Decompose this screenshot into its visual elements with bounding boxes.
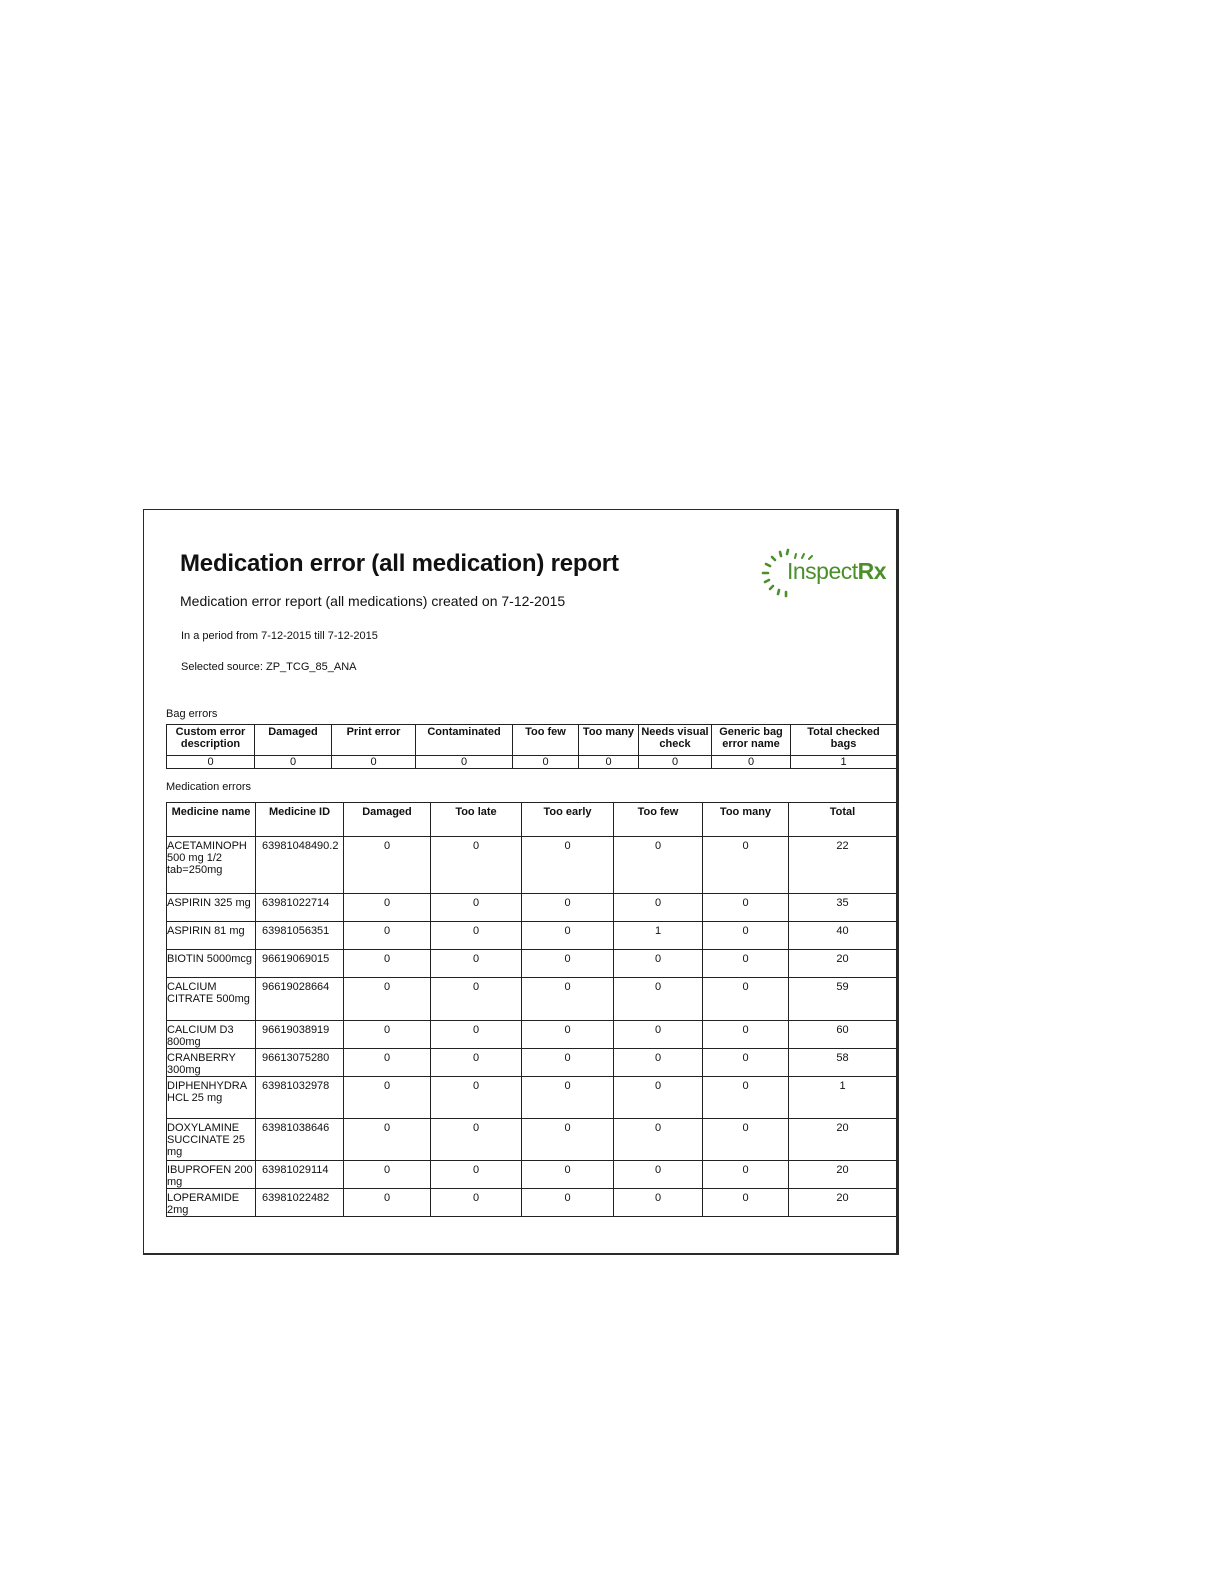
table-cell: 0 <box>614 1161 703 1189</box>
table-cell: 0 <box>431 950 522 978</box>
table-cell: 60 <box>789 1021 897 1049</box>
medicine-id-cell: 63981022482 <box>256 1189 344 1217</box>
table-cell: 0 <box>522 1021 614 1049</box>
table-row <box>167 1021 897 1049</box>
table-cell: 35 <box>789 894 897 922</box>
table-cell: 0 <box>431 978 522 1021</box>
table-cell: 0 <box>431 1049 522 1077</box>
table-cell: 0 <box>703 922 789 950</box>
bag-errors-cell: 0 <box>255 756 332 769</box>
medicine-name-cell: IBUPROFEN 200 mg <box>167 1161 256 1189</box>
medication-column-header: Damaged <box>344 803 431 837</box>
table-cell: 0 <box>614 978 703 1021</box>
medicine-id-cell: 63981048490.2 <box>256 837 344 894</box>
table-row <box>167 950 897 978</box>
logo-text-rx: Rx <box>857 558 887 584</box>
table-cell: 0 <box>614 1077 703 1119</box>
logo-text-main: Inspect <box>787 558 858 584</box>
bag-errors-column-header: Too few <box>513 725 579 756</box>
inspectrx-logo <box>761 548 891 600</box>
table-cell: 0 <box>344 950 431 978</box>
bag-errors-cell: 0 <box>579 756 639 769</box>
table-cell: 0 <box>703 1119 789 1161</box>
bag-errors-table <box>166 724 897 769</box>
report-period: In a period from 7-12-2015 till 7-12-2015 <box>181 630 378 642</box>
table-cell: 0 <box>614 894 703 922</box>
table-cell: 0 <box>703 1077 789 1119</box>
table-cell: 0 <box>431 1161 522 1189</box>
table-row <box>167 922 897 950</box>
table-cell: 0 <box>703 1021 789 1049</box>
table-cell: 0 <box>522 978 614 1021</box>
bag-errors-column-header: Generic bag error name <box>712 725 791 756</box>
report-page <box>143 509 899 1255</box>
table-cell: 0 <box>614 1189 703 1217</box>
table-cell: 0 <box>522 1119 614 1161</box>
table-cell: 0 <box>431 894 522 922</box>
bag-errors-column-header: Needs visual check <box>639 725 712 756</box>
table-cell: 20 <box>789 1189 897 1217</box>
bag-errors-column-header: Contaminated <box>416 725 513 756</box>
bag-errors-cell: 0 <box>513 756 579 769</box>
table-cell: 0 <box>344 894 431 922</box>
table-cell: 0 <box>344 837 431 894</box>
report-title: Medication error (all medication) report <box>180 550 619 577</box>
table-cell: 0 <box>703 1189 789 1217</box>
table-row <box>167 1119 897 1161</box>
table-cell: 0 <box>614 837 703 894</box>
table-cell: 40 <box>789 922 897 950</box>
table-cell: 0 <box>703 1049 789 1077</box>
table-cell: 0 <box>431 1021 522 1049</box>
table-cell: 22 <box>789 837 897 894</box>
medicine-id-cell: 63981032978 <box>256 1077 344 1119</box>
bag-errors-cell: 0 <box>712 756 791 769</box>
medicine-id-cell: 96613075280 <box>256 1049 344 1077</box>
bag-errors-column-header: Too many <box>579 725 639 756</box>
medicine-name-cell: LOPERAMIDE 2mg <box>167 1189 256 1217</box>
logo-wordmark <box>787 558 886 585</box>
table-row <box>167 1161 897 1189</box>
medication-column-header: Medicine ID <box>256 803 344 837</box>
medicine-name-cell: ACETAMINOPH 500 mg 1/2 tab=250mg <box>167 837 256 894</box>
medicine-id-cell: 96619028664 <box>256 978 344 1021</box>
table-cell: 20 <box>789 1119 897 1161</box>
bag-errors-column-header: Print error <box>332 725 416 756</box>
bag-errors-header-row <box>167 725 897 756</box>
table-cell: 0 <box>344 1049 431 1077</box>
bag-errors-column-header: Damaged <box>255 725 332 756</box>
bag-errors-column-header: Total checked bags <box>791 725 897 756</box>
report-source: Selected source: ZP_TCG_85_ANA <box>181 661 357 673</box>
medicine-name-cell: DOXYLAMINE SUCCINATE 25 mg <box>167 1119 256 1161</box>
table-cell: 0 <box>703 894 789 922</box>
medicine-name-cell: ASPIRIN 325 mg <box>167 894 256 922</box>
table-cell: 0 <box>431 837 522 894</box>
medication-column-header: Too many <box>703 803 789 837</box>
table-cell: 0 <box>614 1119 703 1161</box>
bag-errors-cell: 0 <box>167 756 255 769</box>
medication-column-header: Medicine name <box>167 803 256 837</box>
table-cell: 0 <box>431 922 522 950</box>
table-cell: 0 <box>344 1189 431 1217</box>
table-row <box>167 1077 897 1119</box>
table-cell: 1 <box>789 1077 897 1119</box>
table-cell: 0 <box>614 950 703 978</box>
medicine-name-cell: ASPIRIN 81 mg <box>167 922 256 950</box>
table-cell: 0 <box>431 1119 522 1161</box>
table-cell: 0 <box>522 1077 614 1119</box>
table-cell: 0 <box>431 1077 522 1119</box>
table-cell: 0 <box>344 978 431 1021</box>
table-cell: 0 <box>522 1189 614 1217</box>
medication-errors-label: Medication errors <box>166 781 251 793</box>
table-cell: 0 <box>344 922 431 950</box>
table-cell: 0 <box>522 894 614 922</box>
table-cell: 1 <box>614 922 703 950</box>
bag-errors-cell: 0 <box>416 756 513 769</box>
medication-column-header: Total <box>789 803 897 837</box>
table-row <box>167 837 897 894</box>
table-cell: 0 <box>522 922 614 950</box>
medicine-id-cell: 63981029114 <box>256 1161 344 1189</box>
medicine-id-cell: 63981056351 <box>256 922 344 950</box>
bag-errors-cell: 0 <box>639 756 712 769</box>
table-cell: 0 <box>522 1049 614 1077</box>
table-cell: 20 <box>789 950 897 978</box>
table-cell: 0 <box>703 950 789 978</box>
medication-column-header: Too late <box>431 803 522 837</box>
table-cell: 58 <box>789 1049 897 1077</box>
medication-column-header: Too early <box>522 803 614 837</box>
medicine-id-cell: 63981022714 <box>256 894 344 922</box>
table-cell: 0 <box>703 1161 789 1189</box>
table-cell: 0 <box>522 837 614 894</box>
medicine-name-cell: DIPHENHYDRA HCL 25 mg <box>167 1077 256 1119</box>
table-cell: 0 <box>431 1189 522 1217</box>
medicine-name-cell: BIOTIN 5000mcg <box>167 950 256 978</box>
table-cell: 59 <box>789 978 897 1021</box>
medicine-name-cell: CALCIUM CITRATE 500mg <box>167 978 256 1021</box>
medication-column-header: Too few <box>614 803 703 837</box>
table-row <box>167 1189 897 1217</box>
table-cell: 0 <box>344 1119 431 1161</box>
bag-errors-column-header: Custom error description <box>167 725 255 756</box>
bag-errors-cell: 1 <box>791 756 897 769</box>
table-cell: 0 <box>344 1161 431 1189</box>
table-cell: 0 <box>344 1077 431 1119</box>
medication-errors-table <box>166 802 897 1217</box>
table-cell: 0 <box>522 1161 614 1189</box>
table-row <box>167 1049 897 1077</box>
table-cell: 0 <box>344 1021 431 1049</box>
table-row <box>167 894 897 922</box>
medicine-id-cell: 63981038646 <box>256 1119 344 1161</box>
table-row <box>167 978 897 1021</box>
table-cell: 0 <box>703 978 789 1021</box>
report-subtitle: Medication error report (all medications) created on 7-12-2015 <box>180 593 566 609</box>
table-cell: 0 <box>614 1049 703 1077</box>
medication-errors-body <box>167 837 897 1217</box>
medicine-name-cell: CALCIUM D3 800mg <box>167 1021 256 1049</box>
table-cell: 0 <box>703 837 789 894</box>
table-cell: 20 <box>789 1161 897 1189</box>
medicine-name-cell: CRANBERRY 300mg <box>167 1049 256 1077</box>
medicine-id-cell: 96619038919 <box>256 1021 344 1049</box>
table-cell: 0 <box>614 1021 703 1049</box>
bag-errors-value-row <box>167 756 897 769</box>
bag-errors-label: Bag errors <box>166 708 218 720</box>
bag-errors-cell: 0 <box>332 756 416 769</box>
medicine-id-cell: 96619069015 <box>256 950 344 978</box>
medication-errors-header-row <box>167 803 897 837</box>
table-cell: 0 <box>522 950 614 978</box>
